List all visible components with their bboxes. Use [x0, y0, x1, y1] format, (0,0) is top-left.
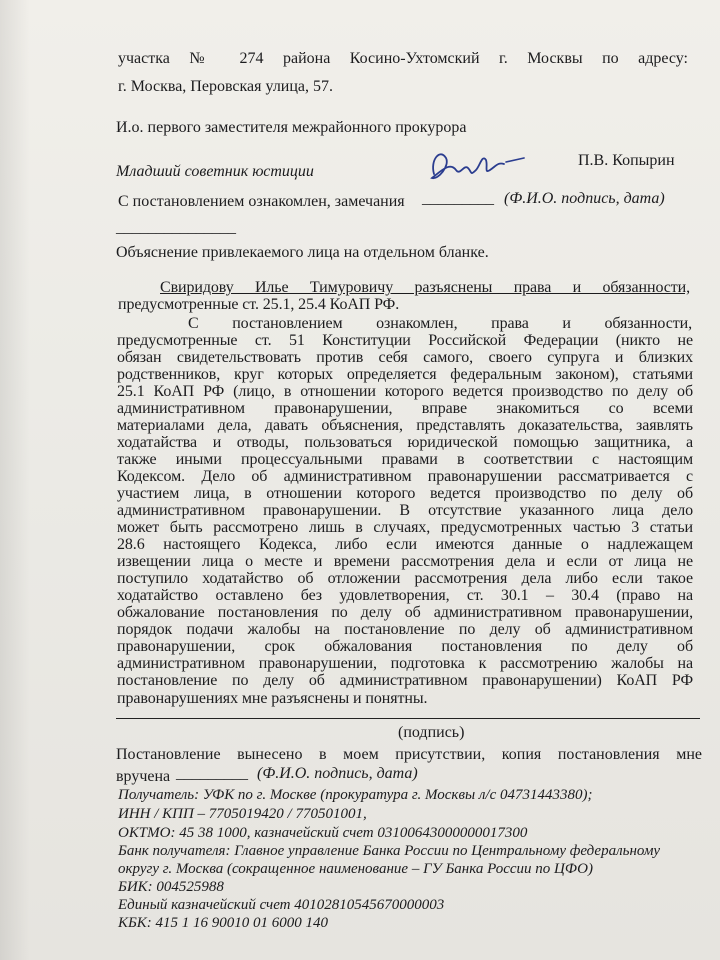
requisite-line: Единый казначейский счет 40102810545670000003: [118, 897, 445, 913]
address-line-2: г. Москва, Перовская улица, 57.: [118, 78, 334, 95]
requisite-line: БИК: 004525988: [118, 879, 224, 895]
prosecutor-position: И.о. первого заместителя межрайонного прокурора: [116, 119, 467, 136]
page-shadow: [0, 0, 30, 960]
delivered-note: (Ф.И.О. подпись, дата): [257, 765, 418, 782]
rights-line: участием лица, в отношении которого ведется производство по делу об: [117, 485, 693, 502]
rights-line: поступило ходатайство об отложении рассмотрения дела либо если такое: [117, 570, 693, 587]
rights-line: 25.1 КоАП РФ (лицо, в отношении которого ведется производство по делу об: [117, 383, 693, 400]
acquainted-note: (Ф.И.О. подпись, дата): [504, 190, 665, 207]
rights-line: ходатайства и отводы, пользоваться юридической помощью защитника, а: [117, 434, 693, 451]
prosecutor-name: П.В. Копырин: [578, 152, 675, 169]
requisite-line: округу г. Москва (сокращенное наименование – ГУ Банка России по ЦФО): [118, 861, 593, 877]
rights-line: 28.6 настоящего Кодекса, либо если имеются данные о надлежащем: [117, 536, 693, 553]
acquainted-underline: _______________: [116, 219, 236, 236]
rights-line: С постановлением ознакомлен, права и обязанности,: [188, 315, 692, 332]
prosecutor-rank: Младший советник юстиции: [116, 163, 314, 180]
requisite-line: ИНН / КПП – 7705019420 / 770501001,: [118, 806, 367, 822]
rights-line: обжалование постановления по делу об административном правонарушении,: [117, 604, 693, 621]
rights-line: постановление по делу об административном правонарушении) КоАП РФ: [117, 672, 693, 689]
rights-line: ходатайство оставлено без удовлетворения, ст. 30.1 – 30.4 (право на: [117, 587, 693, 604]
acquainted-blank: _________: [422, 190, 494, 207]
rights-line: также иными процессуальными правами в соответствии с настоящим: [117, 451, 693, 468]
requisite-line: Получатель: УФК по г. Москве (прокуратура г. Москвы л/с 04731443380);: [118, 787, 593, 803]
rights-line: Свиридову Илье Тимуровичу разъяснены права и обязанности,: [160, 279, 690, 296]
rights-line: может быть рассмотрено лишь в случаях, предусмотренных частью 3 статьи: [117, 519, 693, 536]
delivered-blank: _________: [176, 765, 248, 782]
rights-line: материалами дела, давать объяснения, представлять доказательства, заявлять: [117, 417, 693, 434]
address-line-1: участка № 274 района Косино-Ухтомский г. Москвы по адресу:: [118, 50, 688, 67]
rights-line: обязан свидетельствовать против себя самого, своего супруга и близких: [117, 349, 693, 366]
handwritten-signature: [420, 140, 530, 190]
rights-line: предусмотренные ст. 51 Конституции Российской Федерации (никто не: [117, 332, 693, 349]
rights-line: Кодексом. Дело об административном правонарушении рассматривается с: [117, 468, 693, 485]
requisite-line: КБК: 415 1 16 90010 01 6000 140: [118, 915, 329, 931]
signature-rule: [116, 718, 700, 719]
rights-line: правонарушении, срок обжалования постановления по делу об: [117, 638, 693, 655]
delivered-prefix: вручена: [116, 768, 171, 785]
requisite-line: Банк получателя: Главное управление Банка России по Центральному федеральному: [118, 843, 661, 859]
requisite-line: ОКТМО: 45 38 1000, казначейский счет 03100643000000017300: [118, 825, 528, 841]
delivered-line-1: Постановление вынесено в моем присутствии, копия постановления мне: [116, 746, 702, 763]
rights-line: административном правонарушении. В отсутствие указанного лица дело: [117, 502, 693, 519]
rights-line: извещении лица о месте и времени рассмотрения дела и если от лица не: [117, 553, 693, 570]
rights-line: административном правонарушении, вправе знакомиться со всеми: [117, 400, 693, 417]
rights-line: правонарушениях мне разъяснены и понятны.: [117, 690, 428, 707]
rights-line: административном правонарушении, подготовка к рассмотрению жалобы на: [117, 655, 693, 672]
explanation-line: Объяснение привлекаемого лица на отдельном бланке.: [116, 244, 489, 261]
signature-label: (подпись): [398, 724, 465, 741]
acquainted-text: С постановлением ознакомлен, замечания: [118, 193, 405, 210]
rights-line: порядок подачи жалобы на постановление по делу об административном: [117, 621, 693, 638]
rights-line: предусмотренные ст. 25.1, 25.4 КоАП РФ.: [118, 296, 400, 313]
rights-line: родственников, круг которых определяется федеральным законом), статьями: [117, 366, 693, 383]
